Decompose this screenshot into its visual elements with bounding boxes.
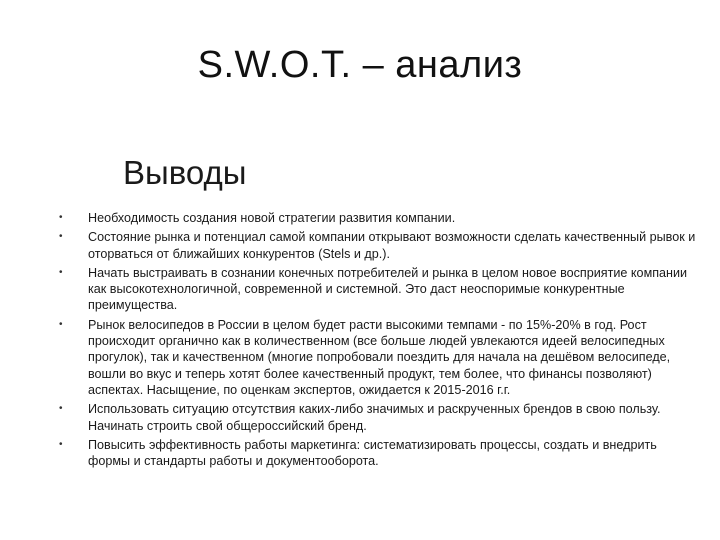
slide-subtitle: Выводы	[123, 154, 247, 191]
bullet-dot-icon: •	[59, 318, 63, 330]
bullet-text: Начать выстраивать в сознании конечных потребителей и рынка в целом новое восприятие компании как высокотехнологичной, современной и системной. Это даст неоспоримые конкурентные преимущества.	[88, 265, 688, 313]
bullet-item	[59, 229, 699, 262]
bullet-dot-icon: •	[59, 403, 63, 415]
bullet-dot-icon: •	[59, 212, 63, 223]
bullet-item	[59, 401, 699, 434]
bullet-item	[59, 265, 699, 314]
bullet-text: Необходимость создания новой стратегии развития компании.	[88, 211, 456, 225]
slide-title: S.W.O.T. – анализ	[197, 44, 523, 86]
bullet-text: Состояние рынка и потенциал самой компании открывают возможности сделать качественный рывок и оторваться от ближайших конкурентов (Stels и др.).	[88, 230, 696, 261]
bullet-dot-icon: •	[59, 438, 63, 450]
bullet-dot-icon: •	[59, 266, 63, 278]
bullet-item	[59, 210, 699, 226]
bullet-list	[59, 210, 699, 472]
bullet-text: Рынок велосипедов в России в целом будет расти высокими темпами - по 15%-20% в год. Рост происходит органично как в количественном (все больше людей увлекаются идеей велосипедных прогулок), так и качественном (многие попробовали поездить для начала на дешёвом велосипеде, вошли во вкус и теперь хотят более качественный продукт, тем более, что финансы позволяют) аспектах. Насыщение, по оценкам экспертов, ожидается к 2015-2016 г.г.	[88, 317, 671, 397]
bullet-dot-icon: •	[59, 231, 63, 243]
bullet-item	[59, 317, 699, 398]
bullet-text: Использовать ситуацию отсутствия каких-либо значимых и раскрученных брендов в свою пользу. Начинать строить свой общероссийский бренд.	[88, 402, 661, 433]
bullet-text: Повысить эффективность работы маркетинга: систематизировать процессы, создать и внедрить формы и стандарты работы и документооборота.	[88, 437, 657, 469]
bullet-item	[59, 437, 699, 470]
